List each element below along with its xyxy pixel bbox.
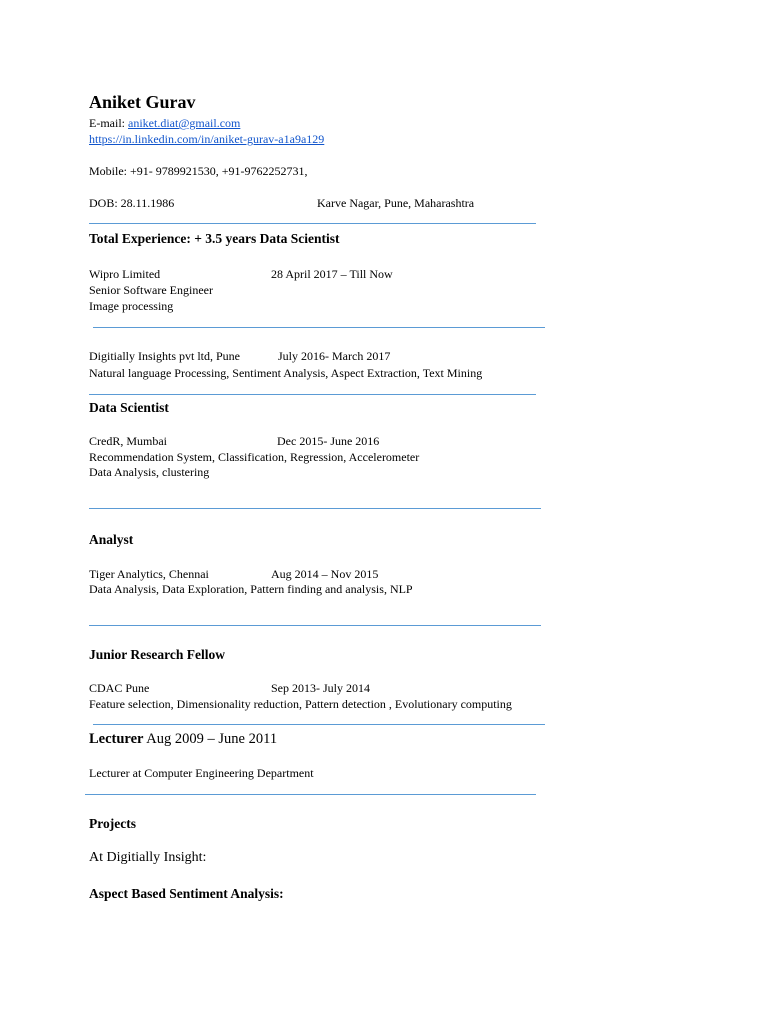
wipro-company: Wipro Limited [89, 267, 161, 281]
cdac-focus: Feature selection, Dimensionality reduction, Pattern detection , Evolutionary computing [89, 697, 512, 711]
tiger-company: Tiger Analytics, Chennai [89, 567, 209, 581]
divider [93, 724, 545, 725]
candidate-name: Aniket Gurav [89, 92, 196, 112]
digitially-company: Digitially Insights pvt ltd, Pune [89, 349, 241, 363]
lecturer-title: Lecturer [89, 731, 144, 747]
credr-focus-2: Data Analysis, clustering [89, 465, 210, 479]
cdac-dates: Sep 2013- July 2014 [271, 681, 370, 695]
credr-heading: Data Scientist [89, 400, 169, 415]
projects-at: At Digitially Insight: [89, 850, 207, 865]
tiger-dates: Aug 2014 – Nov 2015 [271, 567, 379, 581]
email-link[interactable]: aniket.diat@gmail.com [128, 116, 241, 130]
divider [85, 794, 536, 795]
cdac-company: CDAC Pune [89, 681, 150, 695]
lecturer-dates: Aug 2009 – June 2011 [143, 731, 278, 747]
tiger-focus: Data Analysis, Data Exploration, Pattern finding and analysis, NLP [89, 582, 413, 596]
divider [89, 223, 536, 224]
digitially-focus: Natural language Processing, Sentiment Analysis, Aspect Extraction, Text Mining [89, 366, 483, 380]
divider [89, 508, 541, 509]
credr-focus-1: Recommendation System, Classification, Regression, Accelerometer [89, 450, 420, 464]
mobile-line: Mobile: +91- 9789921530, +91-9762252731, [89, 164, 308, 178]
credr-dates: Dec 2015- June 2016 [277, 434, 380, 448]
linkedin-link[interactable]: https://in.linkedin.com/in/aniket-gurav-a1a9a129 [89, 132, 325, 146]
project-title: Aspect Based Sentiment Analysis: [89, 886, 284, 901]
email-line [89, 115, 240, 131]
divider [93, 327, 545, 328]
credr-company: CredR, Mumbai [89, 434, 167, 448]
address-line: Karve Nagar, Pune, Maharashtra [317, 196, 475, 210]
divider [89, 625, 541, 626]
wipro-focus: Image processing [89, 299, 174, 313]
tiger-heading: Analyst [89, 532, 134, 547]
cdac-heading: Junior Research Fellow [89, 647, 225, 662]
experience-heading: Total Experience: + 3.5 years Data Scientist [89, 231, 340, 246]
email-label: E-mail: [89, 116, 128, 130]
divider [89, 394, 536, 395]
digitially-dates: July 2016- March 2017 [278, 349, 391, 363]
projects-heading: Projects [89, 816, 136, 831]
lecturer-heading [89, 731, 277, 748]
wipro-title: Senior Software Engineer [89, 283, 213, 297]
wipro-dates: 28 April 2017 – Till Now [271, 267, 393, 281]
dob-line: DOB: 28.11.1986 [89, 196, 175, 210]
lecturer-focus: Lecturer at Computer Engineering Department [89, 766, 314, 780]
